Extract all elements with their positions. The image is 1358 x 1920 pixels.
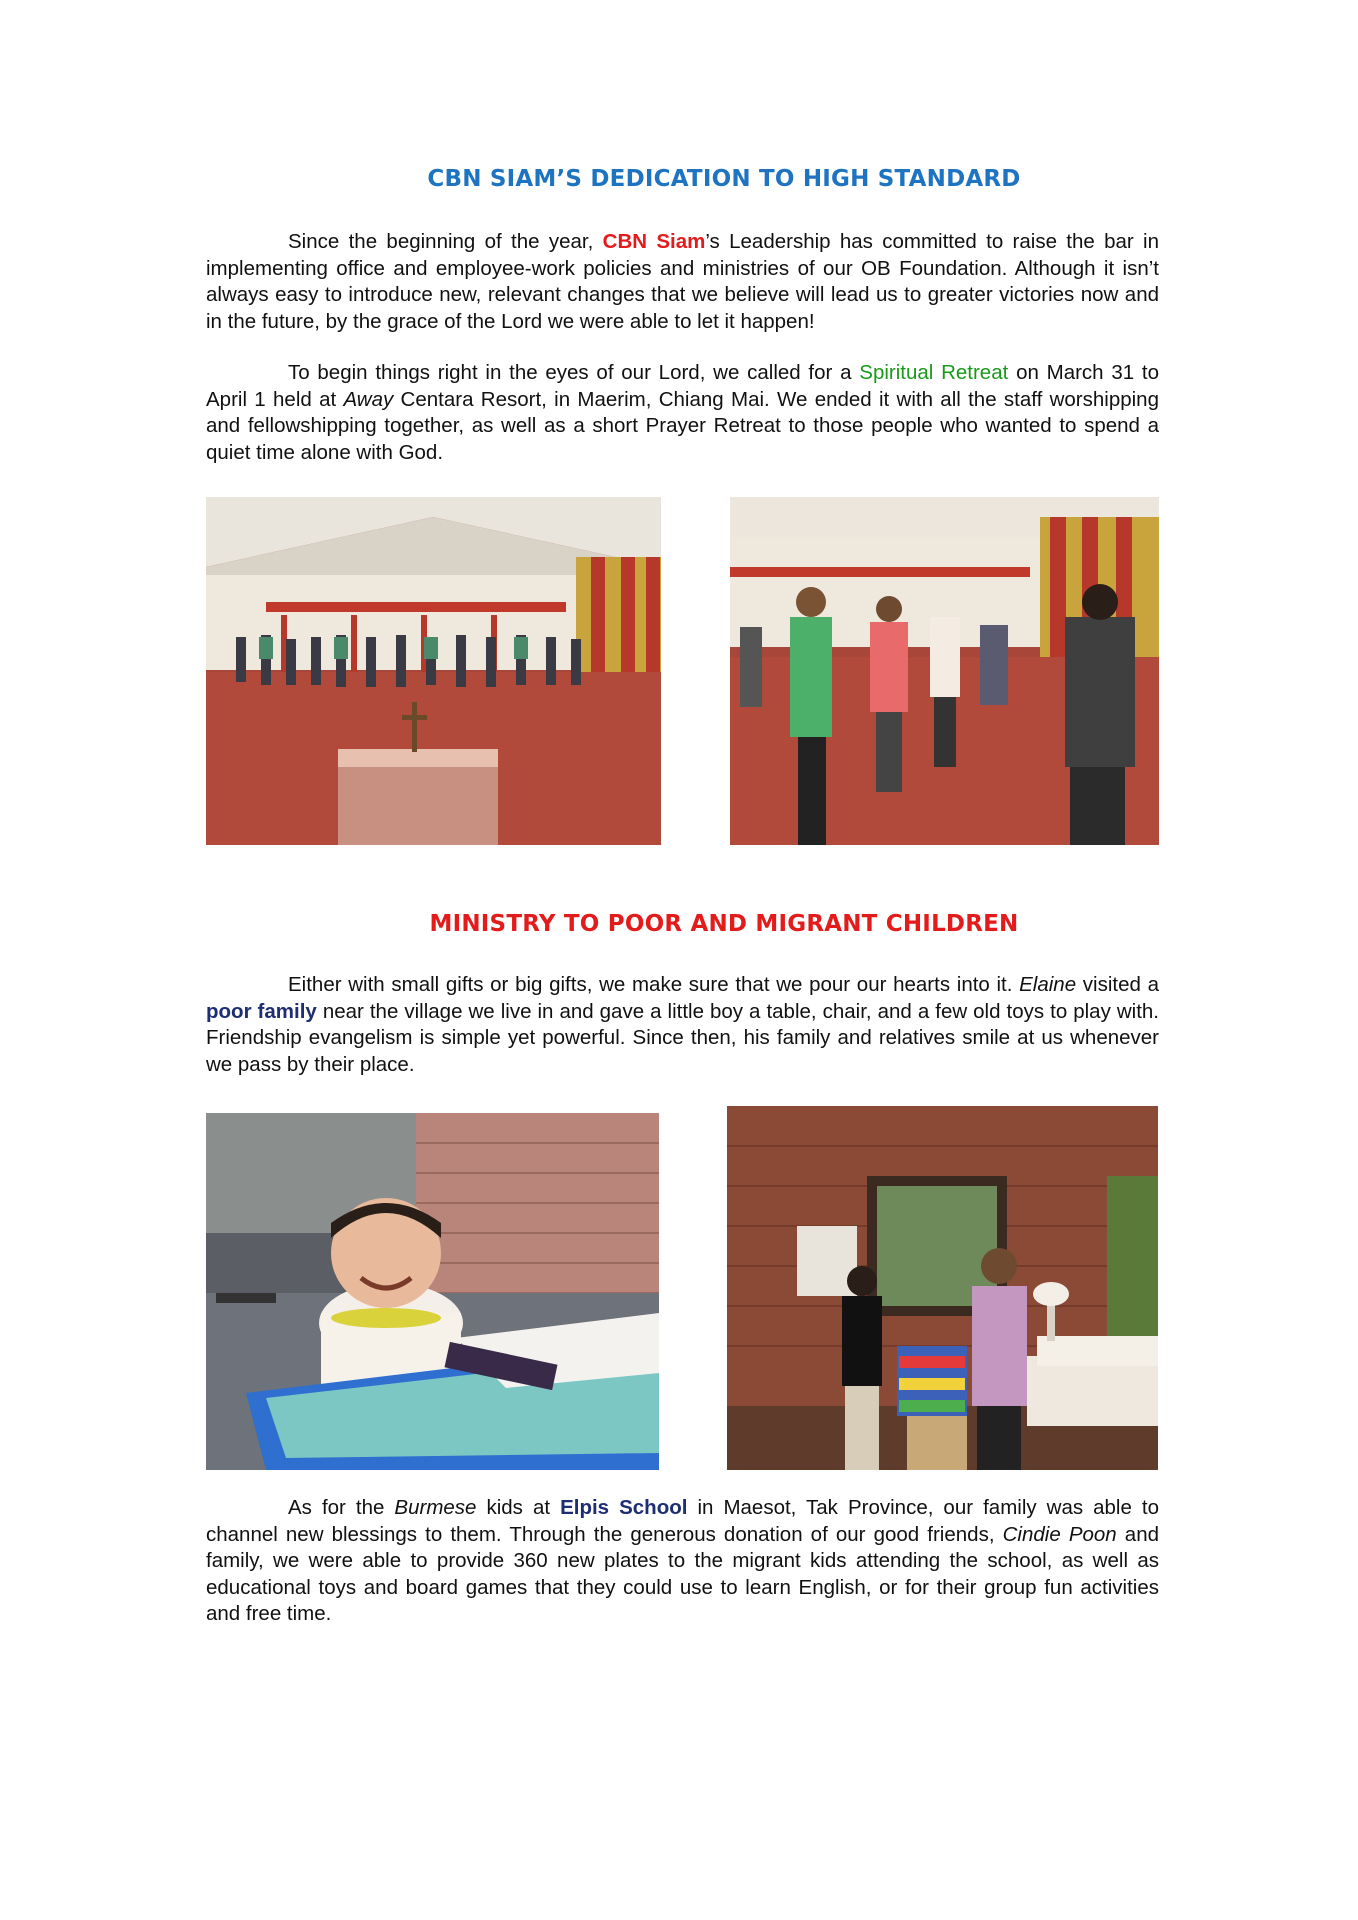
section-title-dedication: CBN SIAM’S DEDICATION TO HIGH STANDARD [427,166,1021,192]
boy-with-toys-photo [206,1113,659,1470]
spiritual-retreat-highlight: Spiritual Retreat [859,361,1009,384]
paragraph-retreat: To begin things right in the eyes of our Lord, we called for a Spiritual Retreat on March 31 to April 1 held at Away Centara Resort, in Maerim, Chiang Mai. We ended it with all the staff worshipping and fellowshipping together, as well as a short Prayer Retreat to those people who wanted to spend a quiet time alone with God. [206,361,1159,464]
paragraph-elpis-school: As for the Burmese kids at Elpis School in Maesot, Tak Province, our family was able to channel new blessings to them. Through the generous donation of our good friends, Cindie Poon and family, we were able to provide 360 new plates to the migrant kids attending the school, as well as educational toys and board games that they could use to learn English, or for their group fun activities and free time. [206,1496,1160,1625]
elpis-school-donation-photo [727,1106,1158,1470]
paragraph-poor-family: Either with small gifts or big gifts, we make sure that we pour our hearts into it. Elaine visited a poor family near the village we live in and gave a little boy a table, chair, and a few old toys to play with. Friendship evangelism is simple yet powerful. Since then, his family and relatives smile at us whenever we pass by their place. [206,973,1159,1076]
section-title-ministry: MINISTRY TO POOR AND MIGRANT CHILDREN [429,911,1019,937]
poor-family-highlight: poor family [206,999,317,1023]
retreat-hall-photo-1 [206,497,661,845]
paragraph-leadership: Since the beginning of the year, CBN Siam’s Leadership has committed to raise the bar in implementing office and employee-work policies and ministries of our OB Foundation. Although it isn’t always easy to introduce new, relevant changes that we believe will lead us to greater victories now and in the future, by the grace of the Lord we were able to let it happen! [206,230,1160,333]
elpis-school-highlight: Elpis School [560,1496,688,1519]
cbn-siam-highlight: CBN Siam [602,230,706,253]
retreat-hall-photo-2 [730,497,1159,845]
